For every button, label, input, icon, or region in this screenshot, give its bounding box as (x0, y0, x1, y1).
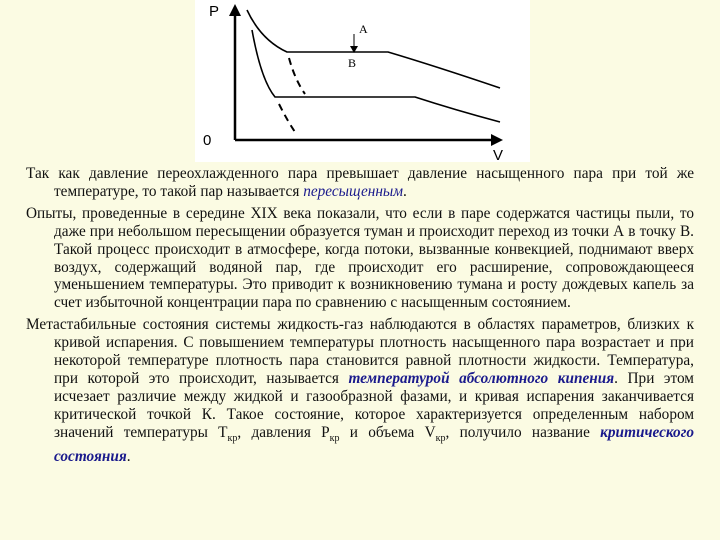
p3-text-3: , давления Р (237, 423, 330, 441)
upper-metastable-branch (289, 58, 305, 94)
p3-text-5: , получило название (445, 423, 601, 441)
p3-text-1: Метастабильные состояния системы жидкость-газ наблюдаются в областях параметров, близких к кривой испарения. С повышением температуры плотность насыщенного пара возрастает и при некоторой температуре плотность пара становится равной плотности жидкости. Температура, при которой это происходит, называется (26, 316, 694, 387)
p3-text-4: и объема V (339, 423, 436, 441)
p3-text-6: . (126, 447, 131, 465)
paragraph-3 (26, 316, 694, 465)
paragraph-2: Опыты, проведенные в середине XIX века показали, что если в паре содержатся частицы пыли, то даже при небольшом пересыщении образуется туман и происходит переход из точки А в точку В. Такой процесс происходит в атмосфере, когда потоки, вызванные конвекцией, поднимают вверх воздух, содержащий водяной пар, где происходит его расширение, сопровождающееся уменьшением температуры. Это приводит к возникновению тумана и росту дождевых капель за счет избыточной концентрации пара по сравнению с насыщенным состоянием. (26, 204, 694, 312)
point-b-label: B (348, 56, 357, 70)
sub-v-kr: кр (435, 432, 446, 444)
p3-term-boiling-temperature: температурой абсолютного кипения (348, 369, 615, 387)
sub-t-kr: кр (227, 432, 238, 444)
v-axis-label: V (493, 147, 504, 162)
v-axis-arrow (491, 134, 503, 146)
p1-term-supersaturated: пересыщенным (303, 182, 404, 200)
p3-text-2: . При этом исчезает различие между жидкой и газообразной фазами, и кривая испарения заканчивается критической точкой К. Такое состояние, которое характеризуется определенным набором значений температуры Т (54, 369, 694, 441)
point-a-label: A (359, 22, 368, 36)
body-text (26, 165, 694, 470)
lower-metastable-branch (279, 104, 295, 132)
p3-term-critical-state: критического состояния (54, 423, 694, 465)
sub-p-kr: кр (329, 432, 340, 444)
upper-isotherm (247, 10, 500, 88)
origin-label: 0 (203, 132, 212, 149)
pv-diagram (195, 0, 530, 162)
p-axis-label: P (209, 3, 220, 20)
paragraph-1 (26, 165, 694, 201)
p-axis-arrow (229, 4, 241, 16)
p1-text-end: . (403, 182, 407, 200)
pv-diagram-svg (195, 0, 530, 162)
p1-text: Так как давление переохлажденного пара превышает давление насыщенного пара при той же температуре, то такой пар называется (26, 165, 694, 200)
